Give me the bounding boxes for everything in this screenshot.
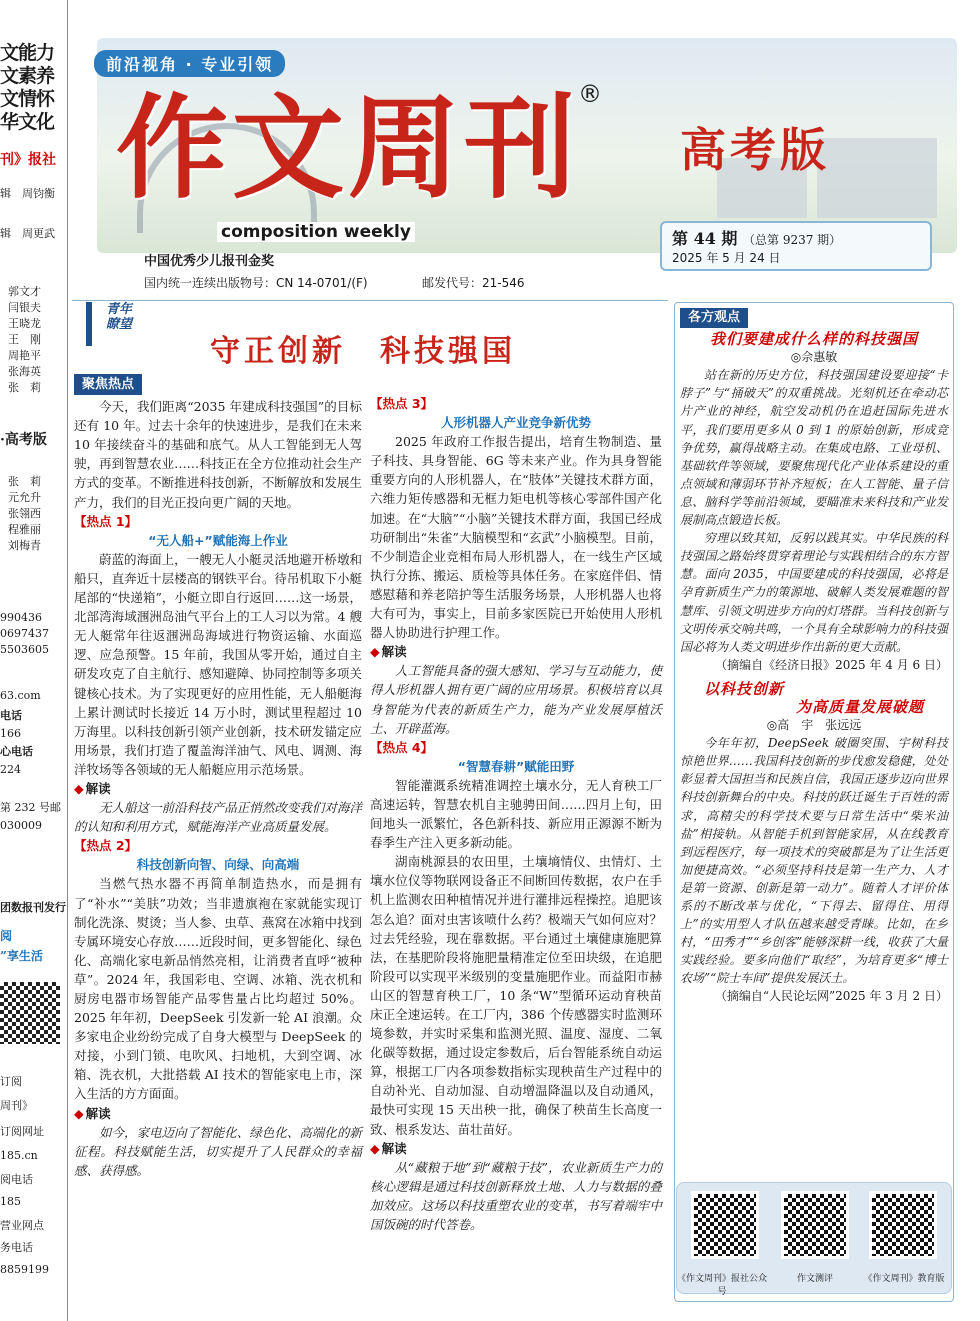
issue-total: （总第 9237 期） (743, 233, 842, 247)
hotspot-3-title: 人形机器人产业竞争新优势 (440, 415, 591, 431)
postal-code: 邮发代号：21-546 (422, 276, 525, 290)
hotspot-4-text-1: 智能灌溉系统精准调控土壤水分，无人育秧工厂高速运转，智慧农机自主驰骋田间……四月上旬，田间地头一派繁忙，各色新科技、新应用正源源不断为春季生产注入更多新动能。 (370, 777, 662, 851)
sub-info-3: 订阅网址 (0, 1125, 44, 1138)
sub-info-7: 营业网点 (0, 1219, 44, 1232)
award-line: 中国优秀少儿报刊金奖 (144, 254, 275, 269)
sub-info-8: 务电话 (0, 1241, 33, 1254)
newspaper-title: 作文周刊 (116, 83, 580, 214)
qr-code-writing-test[interactable] (781, 1191, 849, 1259)
opinion-1-para-2: 穷理以致其知，反躬以践其实。中华民族的科技强国之路始终贯穿着理论与实践相结合的东方智慧。面向 2035，中国要建成的科技强国，必将是孕育新质生产力的策源地、破解人类发展难题的智慧库、引领文明进步方向的灯塔群。当科技创新与文明传承交响共鸣，一个具有全球影响力的科技强国必将为人类文明进步作出新的更大贡献。 (680, 531, 948, 654)
issue-box (660, 221, 932, 271)
hotspot-1-title: “无人船+”赋能海上作业 (148, 532, 288, 548)
sub-info-2: 周刊》 (0, 1099, 33, 1112)
hotspot-4-label: 【热点 4】 (370, 739, 434, 755)
hotline-value: 166 (0, 727, 21, 740)
qr-label-1: 《作文周刊》报社公众号 (677, 1274, 768, 1297)
analysis-1-text: 无人船这一前沿科技产品正悄然改变我们对海洋的认知和利用方式，赋能海洋产业高质量发展。 (74, 800, 362, 835)
distribution: 团数报刊发行 (0, 901, 66, 914)
qr-code-panel (676, 1182, 952, 1297)
motto-1: 文能力 (0, 42, 55, 64)
registered-mark: ® (578, 80, 602, 108)
opinion-1-para-1: 站在新的历史方位，科技强国建设要迎接“卡脖子”与“捅破天”的双重挑战。光刻机还在牵动芯片产业的神经，航空发动机仍在追赶国际先进水平，我们要用更多从 0 到 1 的原始创新，形成竞争优势，赢得战略主动。在集成电路、工业母机、基础软件等领域，要聚焦现代化产业体系建设的重点领域和薄弱环节补齐短板；在人工智能、量子信息、脑科学等前沿领域，要瞄准未来科技和产业发展制高点锻造长板。 (680, 368, 948, 528)
analysis-2-label: ◆ 解读 (74, 1104, 362, 1123)
sidebar-mottos (0, 42, 54, 134)
hotspot-2-text: 当燃气热水器不再简单制造热水，而是拥有了“补水”“美肤”功效；当非遗旗袍在家就能实现订制化洗涤、熨烫；当人参、虫草、燕窝在冰箱中找到专属环境安心存放……近段时间，更多智能化、绿色化、高端化家电新品悄然亮相，让消费者直呼“被种草”。2024 年，我国彩电、空调、冰箱、洗衣机和厨房电器市场智能产品零售量占比均超过 50%。2025 年年初，DeepSeek 引发新一轮 AI 浪潮。众多家电企业纷纷完成了自身大模型与 DeepSeek 的对接，小到门锁、电吹风、扫地机，大到空调、冰箱、洗衣机，大批搭载 AI 技术的智能家电上市，深入生活的方方面面。 (74, 876, 362, 1102)
qr-label-3: 《作文周刊》教育版 (863, 1274, 945, 1284)
house-illustration (817, 138, 937, 218)
opinion-2-title-line-2: 为高质量发展破题 (795, 697, 924, 716)
motto-4: 华文化 (0, 111, 55, 133)
edition-label: 高考版 (680, 123, 830, 177)
registration-number: 国内统一连续出版物号：CN 14-0701/(F) (144, 276, 368, 290)
qr-code-education[interactable] (869, 1191, 937, 1259)
staff-list-1: 郭文才 闫银夫 王晓龙 王 刚 周艳平 张海英 张 莉 (8, 285, 41, 394)
motto-2: 文素养 (0, 65, 55, 87)
opinion-2-para: 今年年初，DeepSeek 破圈突围、宇树科技惊艳世界……我国科技创新的步伐愈发稳健，处处彰显着大国担当和民族自信，我国正逐步迈向世界科技创新舞台的中央。科技的跃迁诞生于百姓的需求，高精尖的科学技术要与日常生活中“柴米油盐”相接轨。从智能手机到智能家居，从在线教育到远程医疗，每一项技术的突破都是为了让生活更加便捷高效。“必须坚持科技是第一生产力、人才是第一资源、创新是第一动力”。随着人才评价体系的不断改革与优化，“下得去、留得住、用得上”的实用型人才队伍越来越受青睐。比如，在乡村，“田秀才”“乡创客”能够深耕一线，收获了大量实践经验。要多向他们“取经”，为培育更多“博士农场”“院士车间”提供发展沃土。 (680, 736, 948, 986)
staff-list-2: 张 莉 元允升 张翎西 程雅丽 刘梅青 (8, 475, 41, 552)
youth-column-tag: 青年 瞭望 (86, 302, 146, 346)
main-headline: 守正创新 科技强国 (210, 334, 516, 369)
issue-number: 第 44 期 (672, 229, 738, 248)
opinion-1-author: ◎佘惠敏 (790, 350, 838, 365)
sub-info-5: 阅电话 (0, 1173, 33, 1186)
opinion-2-author: ◎高 宇 张远远 (766, 718, 862, 733)
hotspot-3-label: 【热点 3】 (370, 396, 434, 411)
opinion-1-title: 我们要建成什么样的科技强国 (709, 330, 918, 349)
column-2 (370, 394, 662, 1234)
sub-info-4: 185.cn (0, 1149, 38, 1162)
left-sidebar (0, 0, 68, 1321)
intro-paragraph: 今天，我们距离“2035 年建成科技强国”的目标还有 10 年。过去十余年的快速进步，是我们在未来 10 年接续奋斗的基础和底气。从人工智能到无人驾驶，再到智慧农业……科技正在全方位推动社会生产方式的变革。不断推进科技创新，不断解放和发展生产力，我们的目光正投向更广阔的天地。 (74, 399, 362, 510)
analysis-1-label: ◆ 解读 (74, 779, 362, 798)
hotspot-3-text: 2025 年政府工作报告提出，培育生物制造、量子科技、具身智能、6G 等未来产业。作为具身智能重要方向的人形机器人，在“肢体”关键技术群方面，六维力矩传感器和无框力矩电机等核心零部件国产化加速。在“大脑”“小脑”关键技术群方面，我国已经成功研制出“朱雀”大脑模型和“玄武”小脑模型。目前，不少制造企业竞相布局人形机器人，在一线生产区域执行分拣、搬运、质检等具体任务。在家庭伴侣、情感慰藉和养老陪护等生活服务场景，人形机器人也将大有可为，事实上，目前多家医院已开始使用人形机器人协助进行护理工作。 (370, 434, 662, 641)
qr-label-2: 作文测评 (796, 1274, 833, 1284)
center-phone-value: 224 (0, 763, 21, 776)
zipcode: 030009 (0, 819, 42, 832)
analysis-4-label: ◆ 解读 (370, 1139, 662, 1158)
enjoy-life: ”享生活 (0, 949, 43, 963)
hotspot-4-text-2: 湖南桃源县的农田里，土壤墒情仪、虫情灯、土壤水位仪等物联网设备正不间断回传数据，农户在手机上监测农田种植情况并进行灌排远程操控。追肥该怎么追？面对虫害该喷什么药？极端天气如何应对？过去凭经验，现在靠数据。平台通过土壤健康施肥算法，在基肥阶段将施肥量精准定位至田块级，在追肥阶段可以实现平米级别的变量施肥作业。而益阳市赫山区的智慧育秧工厂，10 条“W”型循环运动育秧苗床正全速运转。在工厂内，386 个传感器实时监测环境参数，并实时采集和监测光照、温度、湿度、二氧化碳等数据，通过设定参数后，后台智能系统自动运算，根据工厂内各项参数指标实现秧苗生产过程中的自动补光、自动加湿、自动增温降温以及自动通风，最快可实现 15 天出秧一批，确保了秧苗生长高度一致、根系发达、苗壮苗好。 (370, 854, 662, 1137)
analysis-3-label: ◆ 解读 (370, 642, 662, 661)
divider (72, 300, 668, 301)
hotspot-2-title: 科技创新向智、向绿、向高端 (136, 857, 300, 873)
column-3 (680, 306, 948, 1006)
hotspot-1-label: 【热点 1】 (74, 513, 138, 529)
sub-info-6: 185 (0, 1195, 21, 1208)
masthead (82, 38, 950, 300)
hotspot-2-label: 【热点 2】 (74, 838, 138, 854)
editor-row-2: 辑 周更武 (0, 227, 55, 240)
hotline-label: 电话 (0, 709, 22, 722)
qr-code-official-account[interactable] (691, 1191, 759, 1259)
opinion-2-source: （摘编自“人民论坛网”2025 年 3 月 2 日） (714, 989, 948, 1004)
sidebar-edition: ·高考版 (0, 432, 47, 448)
column-1 (74, 372, 362, 1180)
subscribe-label: 阅 (0, 929, 13, 943)
hotspot-4-title: “智慧春耕”赋能田野 (457, 758, 575, 774)
sub-info-9: 8859199 (0, 1263, 49, 1276)
website: 63.com (0, 689, 41, 702)
english-title: composition weekly (217, 222, 415, 242)
editor-row-1: 辑 周钧衡 (0, 187, 55, 200)
phone-list: 990436 0697437 5503605 (0, 611, 49, 656)
press-name: 刊》报社 (0, 152, 56, 168)
motto-3: 文情怀 (0, 88, 55, 110)
center-phone-label: 心电话 (0, 745, 33, 758)
issue-date: 2025 年 5 月 24 日 (672, 251, 781, 265)
slogan: 前沿视角 · 专业引领 (94, 50, 285, 77)
opinion-2-title-line-1: 以科技创新 (704, 679, 785, 698)
address: 第 232 号邮 (0, 801, 61, 814)
analysis-2-text: 如今，家电迈向了智能化、绿色化、高端化的新征程。科技赋能生活，切实提升了人民群众的幸福感、获得感。 (74, 1124, 362, 1178)
sub-info-1: 订阅 (0, 1075, 22, 1088)
section-label-focus: 聚焦热点 (74, 374, 142, 395)
section-label-opinions: 各方观点 (680, 308, 748, 328)
opinion-1-source: （摘编自《经济日报》2025 年 4 月 6 日） (715, 657, 948, 672)
analysis-3-text: 人工智能具备的强大感知、学习与互动能力，使得人形机器人拥有更广阔的应用场景。积极培育以具身智能为代表的新质生产力，能为产业发展厚植沃土、开辟蓝海。 (370, 663, 662, 736)
hotspot-1-text: 蔚蓝的海面上，一艘无人小艇灵活地避开桥墩和船只，直奔近十层楼高的钢铁平台。待吊机取下小艇尾部的“快递箱”，小艇立即自行返回……这一场景，北部湾海域涠洲岛油气平台上的工人习以为常。4 艘无人艇常年往返涠洲岛海域进行物资运输、水面巡逻、应急预警。15 年前，我国从零开始，通过自主研发攻克了自主航行、感知避障、协同控制等多项关键核心技术。为了实现更好的应用性能，无人船艇海上累计测试时长接近 14 万小时，测试里程超过 10 万海里。以科技创新引领产业创新，技术研发锚定应用场景，我们打造了覆盖海洋油气、风电、调测、海洋牧场等各领域的无人船艇应用示范场景。 (74, 551, 362, 777)
analysis-4-text: 从“藏粮于地”到“藏粮于技”，农业新质生产力的核心逻辑是通过科技创新释放土地、人力与数据的叠加效应。这场以科技重塑农业的变革，书写着端牢中国饭碗的时代答卷。 (370, 1159, 662, 1233)
sidebar-qr-code (0, 982, 60, 1044)
